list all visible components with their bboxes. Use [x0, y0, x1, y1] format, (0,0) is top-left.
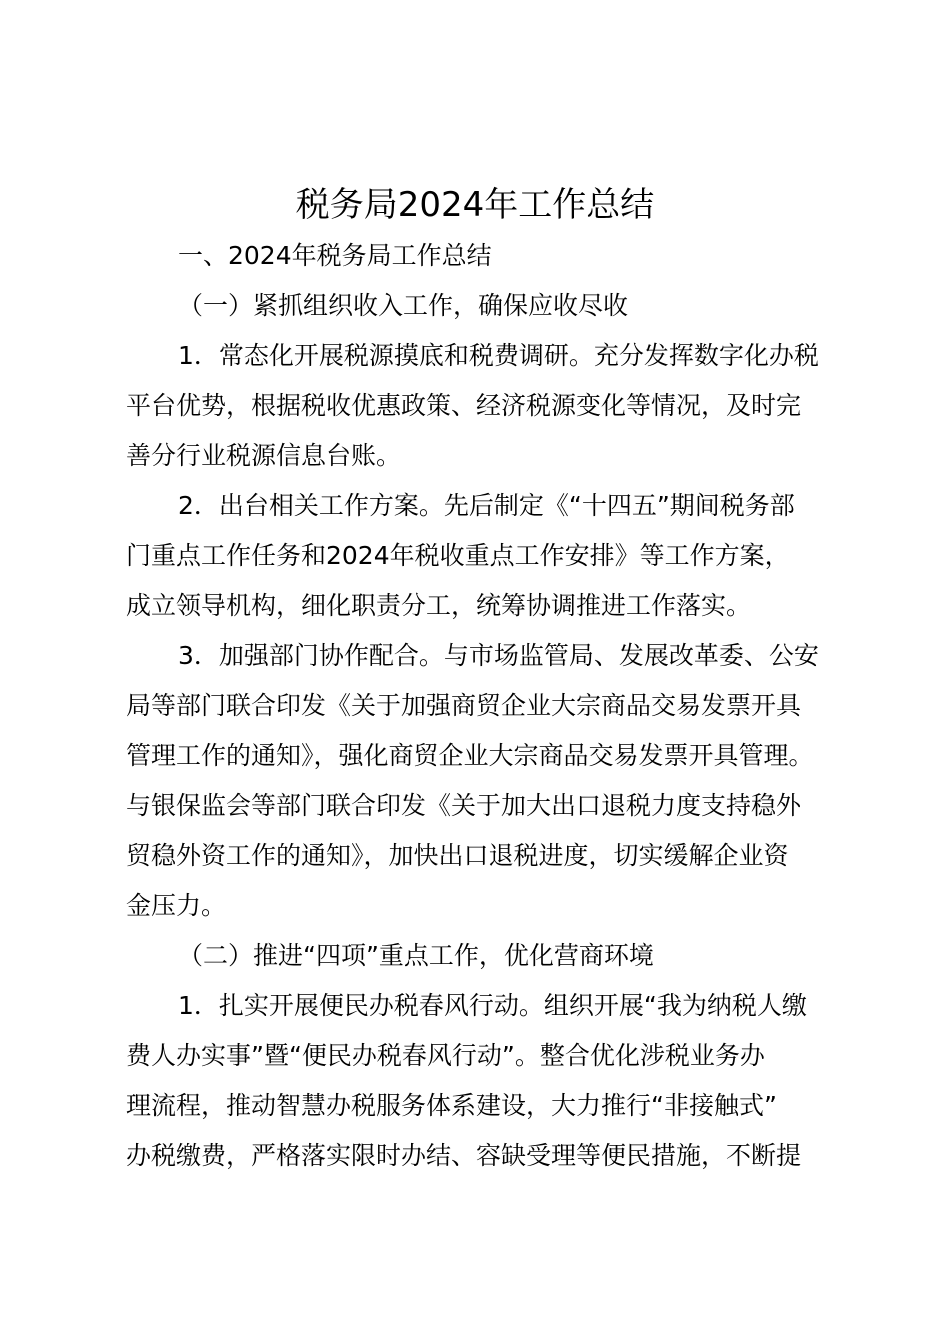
paragraph-line: 局等部门联合印发《关于加强商贸企业大宗商品交易发票开具 — [126, 691, 802, 720]
paragraph-line: 管理工作的通知》，强化商贸企业大宗商品交易发票开具管理。 — [126, 741, 814, 770]
document-title: 税务局2024年工作总结 — [295, 185, 655, 225]
paragraph-line: 贸稳外资工作的通知》，加快出口退税进度，切实缓解企业资 — [126, 841, 789, 870]
paragraph-line: 善分行业税源信息台账。 — [126, 441, 402, 470]
subsection-heading: （二）推进“四项”重点工作，优化营商环境 — [178, 941, 654, 970]
paragraph-line: 费人办实事”暨“便民办税春风行动”。整合优化涉税业务办 — [126, 1041, 765, 1070]
paragraph-line: 门重点工作任务和2024年税收重点工作安排》等工作方案， — [126, 541, 790, 570]
paragraph-line: 理流程，推动智慧办税服务体系建设，大力推行“非接触式” — [126, 1091, 777, 1120]
paragraph-line: 2．出台相关工作方案。先后制定《“十四五”期间税务部 — [178, 491, 795, 520]
section-heading: 一、2024年税务局工作总结 — [178, 241, 492, 270]
paragraph-line: 与银保监会等部门联合印发《关于加大出口退税力度支持稳外 — [126, 791, 802, 820]
paragraph-line: 成立领导机构，细化职责分工，统筹协调推进工作落实。 — [126, 591, 752, 620]
paragraph-line: 1．扎实开展便民办税春风行动。组织开展“我为纳税人缴 — [178, 991, 807, 1020]
paragraph-line: 3．加强部门协作配合。与市场监管局、发展改革委、公安 — [178, 641, 819, 670]
paragraph-line: 平台优势，根据税收优惠政策、经济税源变化等情况，及时完 — [126, 391, 802, 420]
paragraph-line: 1．常态化开展税源摸底和税费调研。充分发挥数字化办税 — [178, 341, 819, 370]
subsection-heading: （一）紧抓组织收入工作，确保应收尽收 — [178, 291, 629, 320]
paragraph-line: 办税缴费，严格落实限时办结、容缺受理等便民措施，不断提 — [126, 1141, 802, 1170]
paragraph-line: 金压力。 — [126, 891, 227, 920]
